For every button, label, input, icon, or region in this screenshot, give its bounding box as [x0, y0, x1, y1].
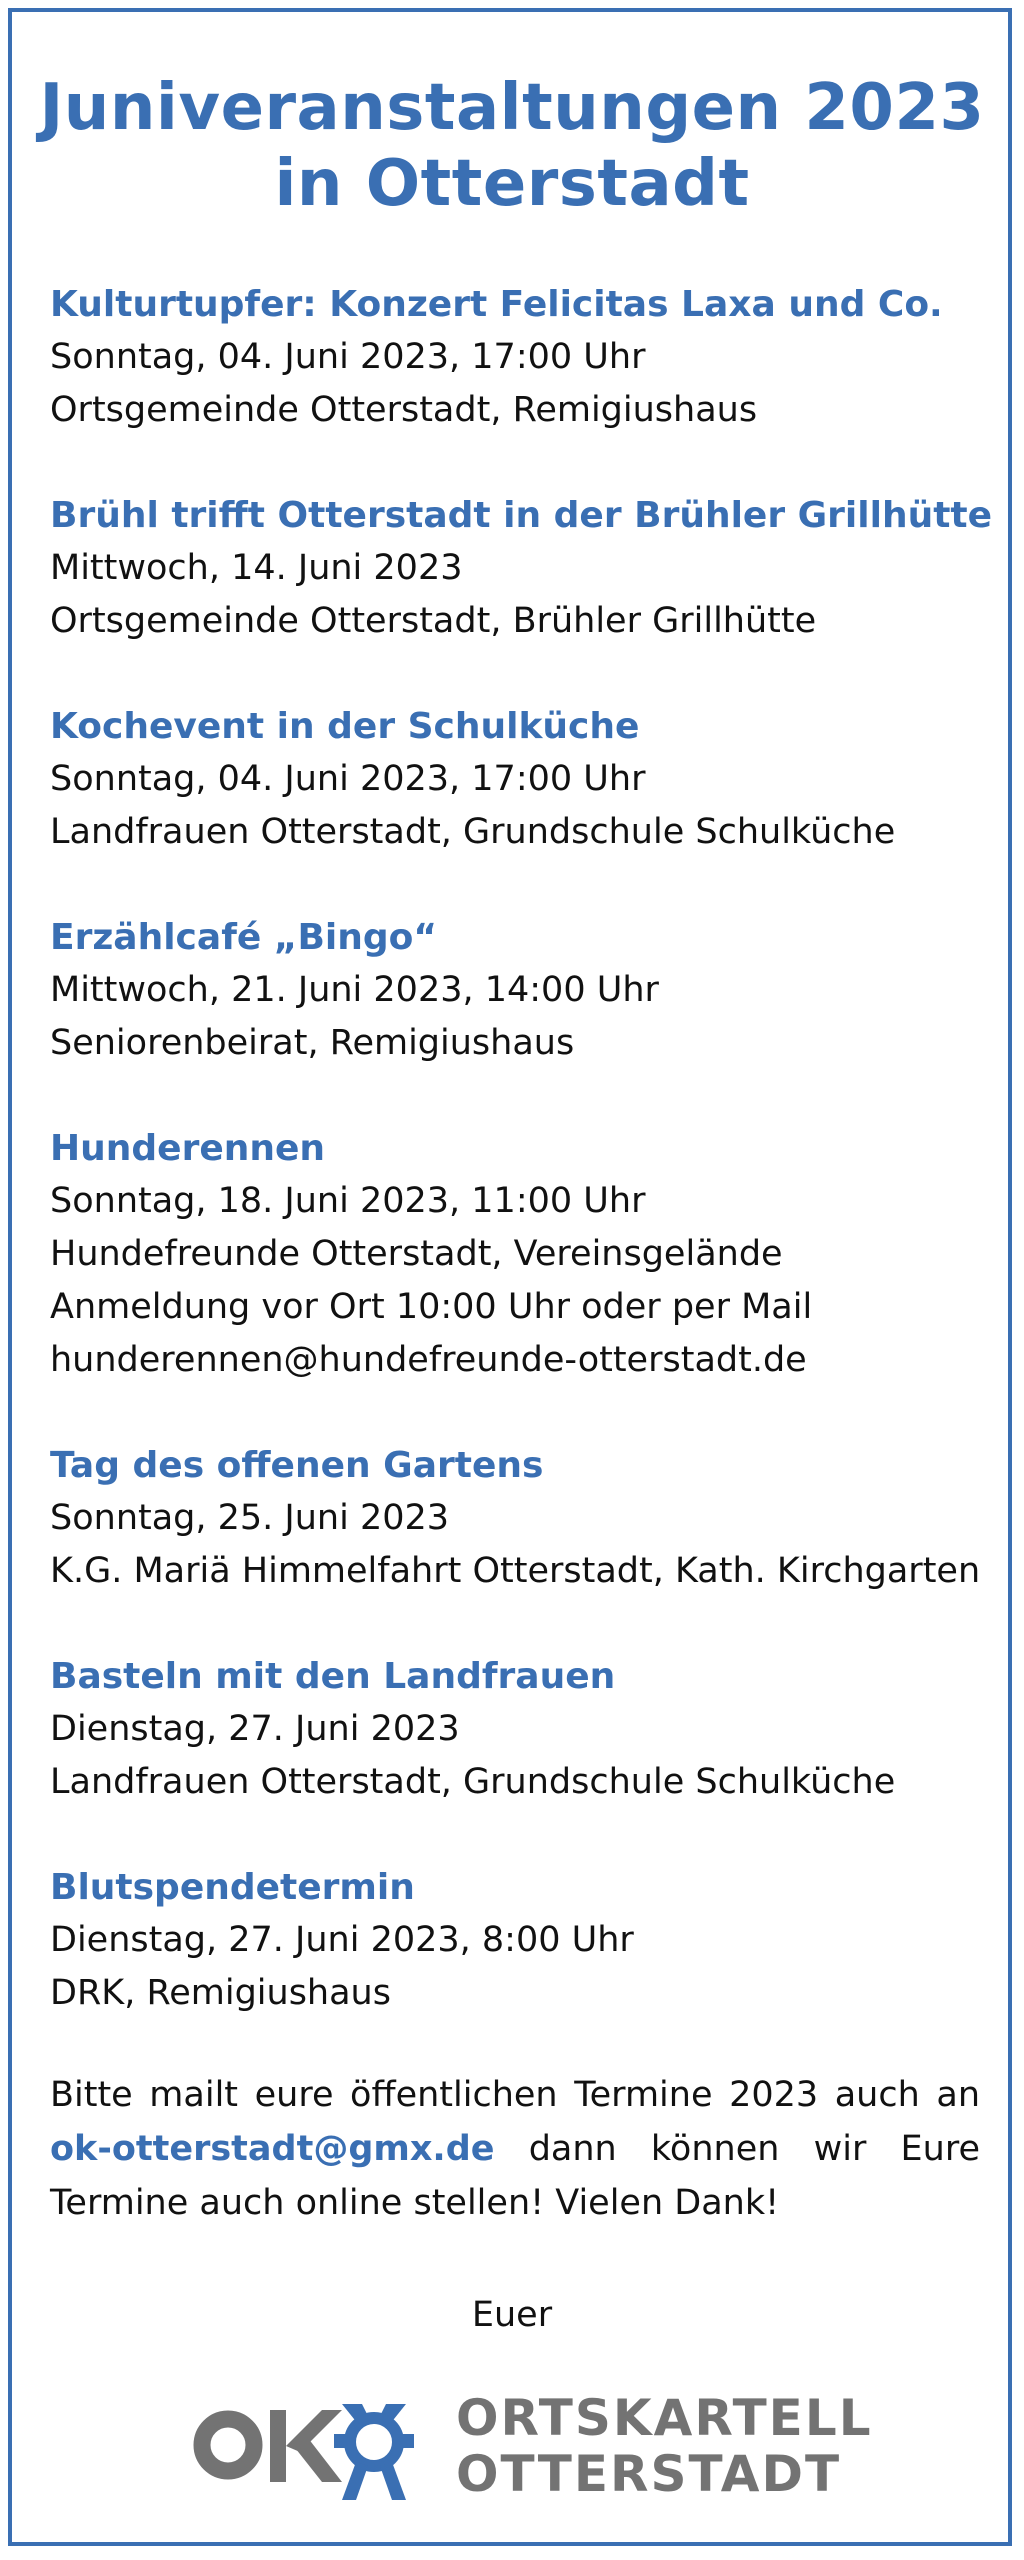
event-date: Sonntag, 18. Juni 2023, 11:00 Uhr	[50, 1181, 646, 1221]
event-title: Hunderennen	[50, 1128, 326, 1169]
page-title	[0, 70, 1024, 222]
event-item	[50, 1861, 980, 2072]
event-title: Erzählcafé „Bingo“	[50, 917, 438, 958]
event-location: Seniorenbeirat, Remigiushaus	[50, 1023, 575, 1063]
event-location: Ortsgemeinde Otterstadt, Brühler Grillhütte	[50, 601, 817, 641]
event-location: K.G. Mariä Himmelfahrt Otterstadt, Kath. Kirchgarten	[50, 1551, 981, 1591]
notice-text-before: Bitte mailt eure öffentlichen Termine 2023 auch an	[50, 2075, 980, 2115]
event-location: Landfrauen Otterstadt, Grundschule Schulküche	[50, 1762, 896, 1802]
page-title-line-1: Juniveranstaltungen 2023	[39, 71, 985, 145]
event-note: Anmeldung vor Ort 10:00 Uhr oder per Mail	[50, 1287, 813, 1327]
event-date: Sonntag, 04. Juni 2023, 17:00 Uhr	[50, 759, 646, 799]
logo-line-2: OTTERSTADT	[456, 2445, 842, 2503]
event-title: Brühl trifft Otterstadt in der Brühler Grillhütte	[50, 495, 993, 536]
event-title: Kochevent in der Schulküche	[50, 706, 640, 747]
event-title: Tag des offenen Gartens	[50, 1445, 544, 1486]
event-date: Mittwoch, 14. Juni 2023	[50, 548, 463, 588]
event-location: Ortsgemeinde Otterstadt, Remigiushaus	[50, 390, 758, 430]
event-date: Dienstag, 27. Juni 2023, 8:00 Uhr	[50, 1920, 634, 1960]
ok-logo-figure-icon	[192, 2382, 432, 2508]
page-title-line-2: in Otterstadt	[274, 147, 750, 221]
logo-wordmark	[456, 2390, 873, 2502]
notice-email-link[interactable]: ok-otterstadt@gmx.de	[50, 2129, 495, 2169]
logo-line-1: ORTSKARTELL	[456, 2389, 873, 2447]
event-date: Mittwoch, 21. Juni 2023, 14:00 Uhr	[50, 970, 659, 1010]
event-item	[50, 489, 993, 700]
event-location: Landfrauen Otterstadt, Grundschule Schulküche	[50, 812, 896, 852]
event-location: DRK, Remigiushaus	[50, 1973, 391, 2013]
event-item	[50, 1650, 980, 1861]
event-item	[50, 1122, 980, 1439]
event-title: Basteln mit den Landfrauen	[50, 1656, 616, 1697]
ortskartell-logo	[192, 2382, 873, 2508]
event-item	[50, 1439, 980, 1650]
event-item	[50, 278, 980, 489]
closing-salutation: Euer	[471, 2295, 553, 2335]
submission-notice	[50, 2068, 980, 2230]
event-list	[50, 278, 993, 2072]
event-date: Dienstag, 27. Juni 2023	[50, 1709, 460, 1749]
event-title: Kulturtupfer: Konzert Felicitas Laxa und Co.	[50, 284, 943, 325]
event-location: Hundefreunde Otterstadt, Vereinsgelände	[50, 1234, 783, 1274]
event-date: Sonntag, 04. Juni 2023, 17:00 Uhr	[50, 337, 646, 377]
event-title: Blutspendetermin	[50, 1867, 415, 1908]
event-date: Sonntag, 25. Juni 2023	[50, 1498, 450, 1538]
event-item	[50, 700, 980, 911]
event-item	[50, 911, 980, 1122]
notice-text-after: dann können wir Eure Termine auch online stellen! Vielen Dank!	[50, 2129, 980, 2223]
event-email: hunderennen@hundefreunde-otterstadt.de	[50, 1340, 807, 1380]
